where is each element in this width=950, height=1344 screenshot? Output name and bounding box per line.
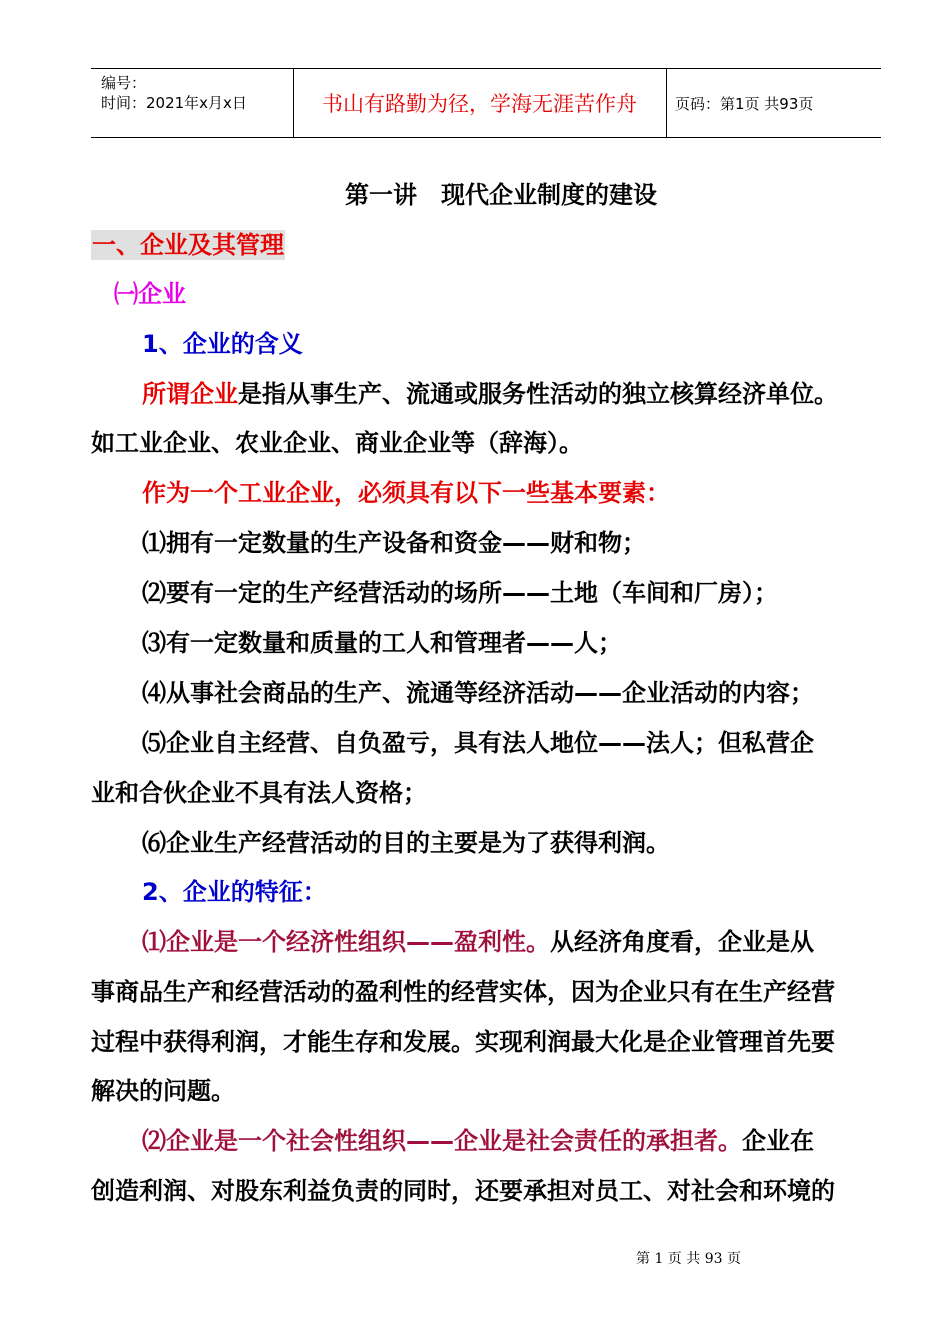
requirement-item: ⑴拥有一定数量的生产设备和资金——财和物； (142, 529, 646, 557)
feature-heading: ⑴企业是一个经济性组织——盈利性。 (142, 928, 550, 956)
heading-features: 2、企业的特征： (142, 878, 327, 906)
number-label: 编号： (101, 74, 147, 92)
definition-text: 是指从事生产、流通或服务性活动的独立核算经济单位。 (238, 380, 838, 408)
feature-text-line: 解决的问题。 (91, 1077, 235, 1105)
requirements-intro: 作为一个工业企业，必须具有以下一些基本要素： (142, 479, 670, 507)
heading-definition: 1、企业的含义 (142, 330, 303, 358)
feature-text-line: 过程中获得利润，才能生存和发展。实现利润最大化是企业管理首先要 (91, 1028, 835, 1056)
section-heading: 一、企业及其管理 (92, 231, 284, 259)
lecture-title: 第一讲 现代企业制度的建设 (345, 181, 657, 209)
header-motto: 书山有路勤为径，学海无涯苦作舟 (322, 92, 637, 116)
definition-term: 所谓企业 (142, 380, 238, 408)
requirement-item-cont: 业和合伙企业不具有法人资格； (91, 779, 427, 807)
time-label: 时间：2021年x月x日 (101, 94, 247, 112)
page-footer: 第 1 页 共 93 页 (636, 1251, 741, 1267)
requirement-item: ⑹企业生产经营活动的目的主要是为了获得利润。 (142, 829, 670, 857)
page-header (91, 68, 881, 138)
requirement-item: ⑷从事社会商品的生产、流通等经济活动——企业活动的内容； (142, 679, 814, 707)
feature-heading: ⑵企业是一个社会性组织——企业是社会责任的承担者。 (142, 1127, 742, 1155)
requirement-item: ⑸企业自主经营、自负盈亏，具有法人地位——法人；但私营企 (142, 729, 814, 757)
header-page-info: 页码：第1页 共93页 (675, 94, 814, 113)
feature-paragraph (142, 927, 814, 957)
feature-text: 企业在 (742, 1127, 814, 1155)
header-meta (101, 73, 247, 113)
feature-text-line: 创造利润、对股东利益负责的同时，还要承担对员工、对社会和环境的 (91, 1177, 835, 1205)
subsection-heading: ㈠企业 (114, 280, 186, 308)
feature-paragraph (142, 1126, 814, 1156)
feature-text-line: 事商品生产和经营活动的盈利性的经营实体，因为企业只有在生产经营 (91, 978, 835, 1006)
requirement-item: ⑶有一定数量和质量的工人和管理者——人； (142, 629, 622, 657)
definition-paragraph (142, 379, 838, 409)
feature-text: 从经济角度看，企业是从 (550, 928, 814, 956)
requirement-item: ⑵要有一定的生产经营活动的场所——土地（车间和厂房）； (142, 579, 778, 607)
definition-line: 如工业企业、农业企业、商业企业等（辞海）。 (91, 429, 583, 457)
header-divider (666, 69, 667, 137)
